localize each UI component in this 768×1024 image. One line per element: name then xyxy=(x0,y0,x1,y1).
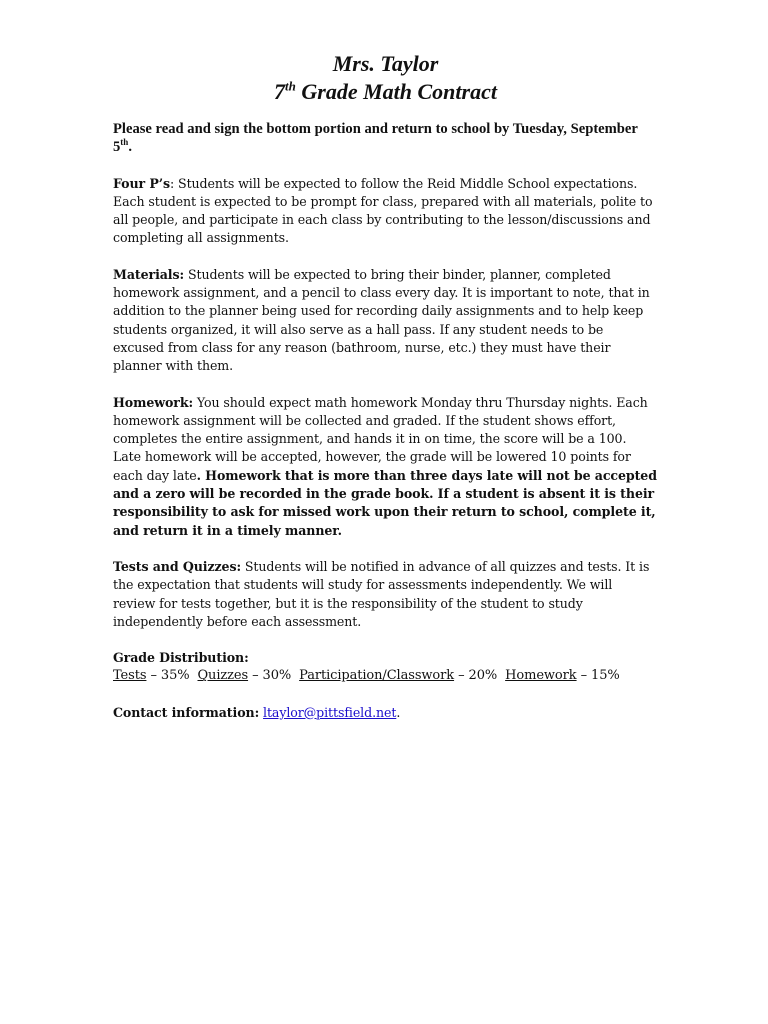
intro-instructions xyxy=(113,120,658,157)
homework-body: You should expect math homework Monday thru Thursday nights. Each homework assignment will be collected and graded. If the student shows effort, completes the entire assignment, and hands it in on time, the score will be a 100. Late homework will be accepted, however, the grade will be lowered 10 points for each day late xyxy=(113,394,648,483)
intro-text: Please read and sign the bottom portion and return to school by Tuesday, September 5 xyxy=(113,121,638,156)
grade-item-tests: Tests – 35% xyxy=(113,668,190,684)
tests-section xyxy=(113,558,658,631)
contract-title xyxy=(113,78,658,106)
homework-section xyxy=(113,394,658,540)
grade-item-participation: Participation/Classwork – 20% xyxy=(299,668,498,684)
grade-distribution-heading: Grade Distribution: xyxy=(113,650,249,666)
contract-title-text: Grade Math Contract xyxy=(301,79,497,104)
four-ps-colon: : xyxy=(169,175,175,191)
four-ps-body: Students will be expected to follow the Reid Middle School expectations. Each student is expected to be prompt for class, prepared with all materials, polite to all people, and participate in each class by contributing to the lesson/discussions and completing all assignments. xyxy=(113,175,653,246)
homework-heading: Homework: xyxy=(113,394,193,410)
materials-heading: Materials: xyxy=(113,266,185,282)
four-ps-section xyxy=(113,175,658,248)
contact-email-link[interactable]: ltaylor@pittsfield.net xyxy=(263,704,397,720)
grade-superscript: th xyxy=(285,78,296,94)
grade-number: 7 xyxy=(274,79,286,104)
document-title xyxy=(113,50,658,106)
homework-policy-bold: . Homework that is more than three days late will not be accepted and a zero will be recorded in the grade book. If a student is absent it is their responsibility to ask for missed work upon their return to school, complete it, and return it in a timely manner. xyxy=(113,467,657,538)
materials-body: Students will be expected to bring their binder, planner, completed homework assignment, and a pencil to class every day. It is important to note, that in addition to the planner being used for recording daily assignments and to help keep students organized, it will also serve as a hall pass. If any student needs to be excused from class for any reason (bathroom, nurse, etc.) they must have their planner with them. xyxy=(113,266,650,374)
grade-distribution-line xyxy=(113,667,658,685)
contact-trail: . xyxy=(396,704,401,720)
materials-section xyxy=(113,266,658,376)
intro-date-superscript: th xyxy=(120,137,129,148)
grade-item-homework: Homework – 15% xyxy=(505,668,620,684)
tests-heading: Tests and Quizzes: xyxy=(113,558,241,574)
teacher-name: Mrs. Taylor xyxy=(332,51,439,76)
contact-section xyxy=(113,704,658,722)
tests-body: Students will be notified in advance of all quizzes and tests. It is the expectation that students will study for assessments independently. We will review for tests together, but it is the responsibility of the student to study independently before each assessment. xyxy=(113,558,650,629)
four-ps-heading: Four P’s xyxy=(113,175,170,191)
contact-heading: Contact information: xyxy=(113,704,260,720)
grade-item-quizzes: Quizzes – 30% xyxy=(197,668,292,684)
grade-distribution-section xyxy=(113,649,658,686)
intro-end: . xyxy=(128,139,132,156)
